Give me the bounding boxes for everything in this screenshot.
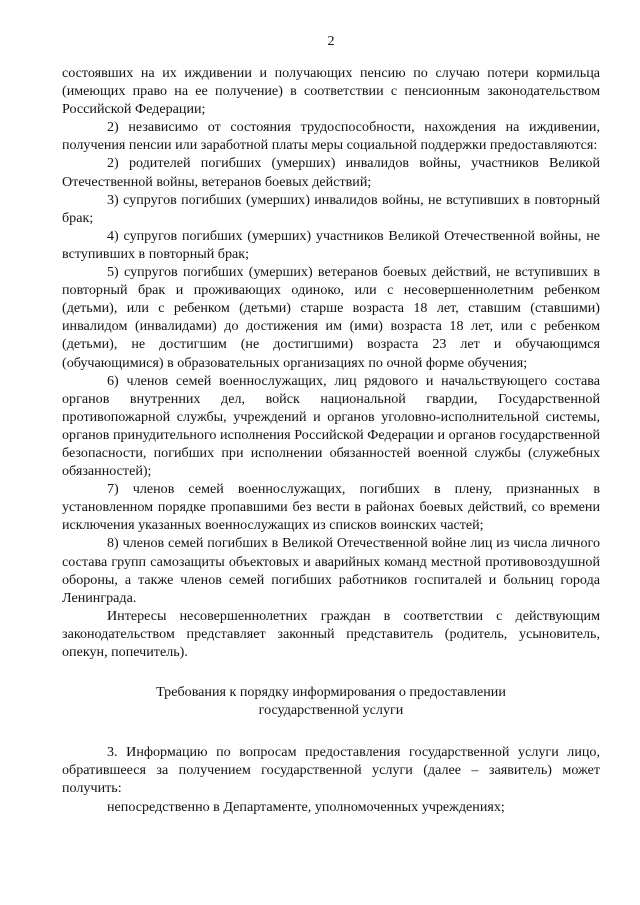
document-body: [62, 64, 600, 816]
paragraph: 2) независимо от состояния трудоспособности, нахождения на иждивении, получения пенсии или заработной платы меры социальной поддержки предоставляются:: [62, 119, 600, 154]
page-number: 2: [327, 34, 335, 49]
list-item: 3) супругов погибших (умерших) инвалидов войны, не вступивших в повторный брак;: [62, 191, 600, 226]
section-heading-line: государственной услуги: [258, 702, 404, 719]
list-item: 8) членов семей погибших в Великой Отечественной войне лиц из числа личного состава групп самозащиты объектовых и аварийных команд местной противовоздушной обороны, а также членов семей погибших работников госпиталей и больниц города Ленинграда.: [62, 535, 600, 606]
section-heading: [62, 683, 600, 719]
section-heading-line: Требования к порядку информирования о предоставлении: [156, 684, 506, 701]
paragraph: 3. Информацию по вопросам предоставления государственной услуги лицо, обратившееся за получением государственной услуги (далее – заявитель) может получить:: [62, 744, 600, 797]
paragraph: состоявших на их иждивении и получающих пенсию по случаю потери кормильца (имеющих право на ее получение) в соответствии с пенсионным законодательством Российской Федерации;: [62, 65, 600, 118]
list-item: 4) супругов погибших (умерших) участников Великой Отечественной войны, не вступивших в повторный брак;: [62, 227, 600, 262]
list-item: 7) членов семей военнослужащих, погибших в плену, признанных в установленном порядке пропавшими без вести в районах боевых действий, со времени исключения указанных военнослужащих из списков воинских частей;: [62, 481, 600, 534]
list-item: 2) родителей погибших (умерших) инвалидов войны, участников Великой Отечественной войны, ветеранов боевых действий;: [62, 155, 600, 190]
list-item: 6) членов семей военнослужащих, лиц рядового и начальствующего состава органов внутренних дел, войск национальной гвардии, Государственной противопожарной службы, учреждений и органов уголовно-исполнительной системы, органов принудительного исполнения Российской Федерации и органов государственной безопасности, погибших при исполнении обязанностей военной службы (служебных обязанностей);: [62, 372, 600, 480]
paragraph: непосредственно в Департаменте, уполномоченных учреждениях;: [107, 798, 505, 815]
list-item: 5) супругов погибших (умерших) ветеранов боевых действий, не вступивших в повторный брак и проживающих одиноко, или с несовершеннолетним ребенком (детьми), или с ребенком (детьми) старше возраста 18 лет, ставшим (ставшими) инвалидом (инвалидами) до достижения им (ими) возраста 18 лет, или с ребенком (детьми), не достигшим (не достигшими) возраста 23 лет и обучающимся (обучающимися) в образовательных организациях по очной форме обучения;: [62, 264, 600, 371]
paragraph: Интересы несовершеннолетних граждан в соответствии с действующим законодательством представляет законный представитель (родитель, усыновитель, опекун, попечитель).: [62, 607, 600, 660]
